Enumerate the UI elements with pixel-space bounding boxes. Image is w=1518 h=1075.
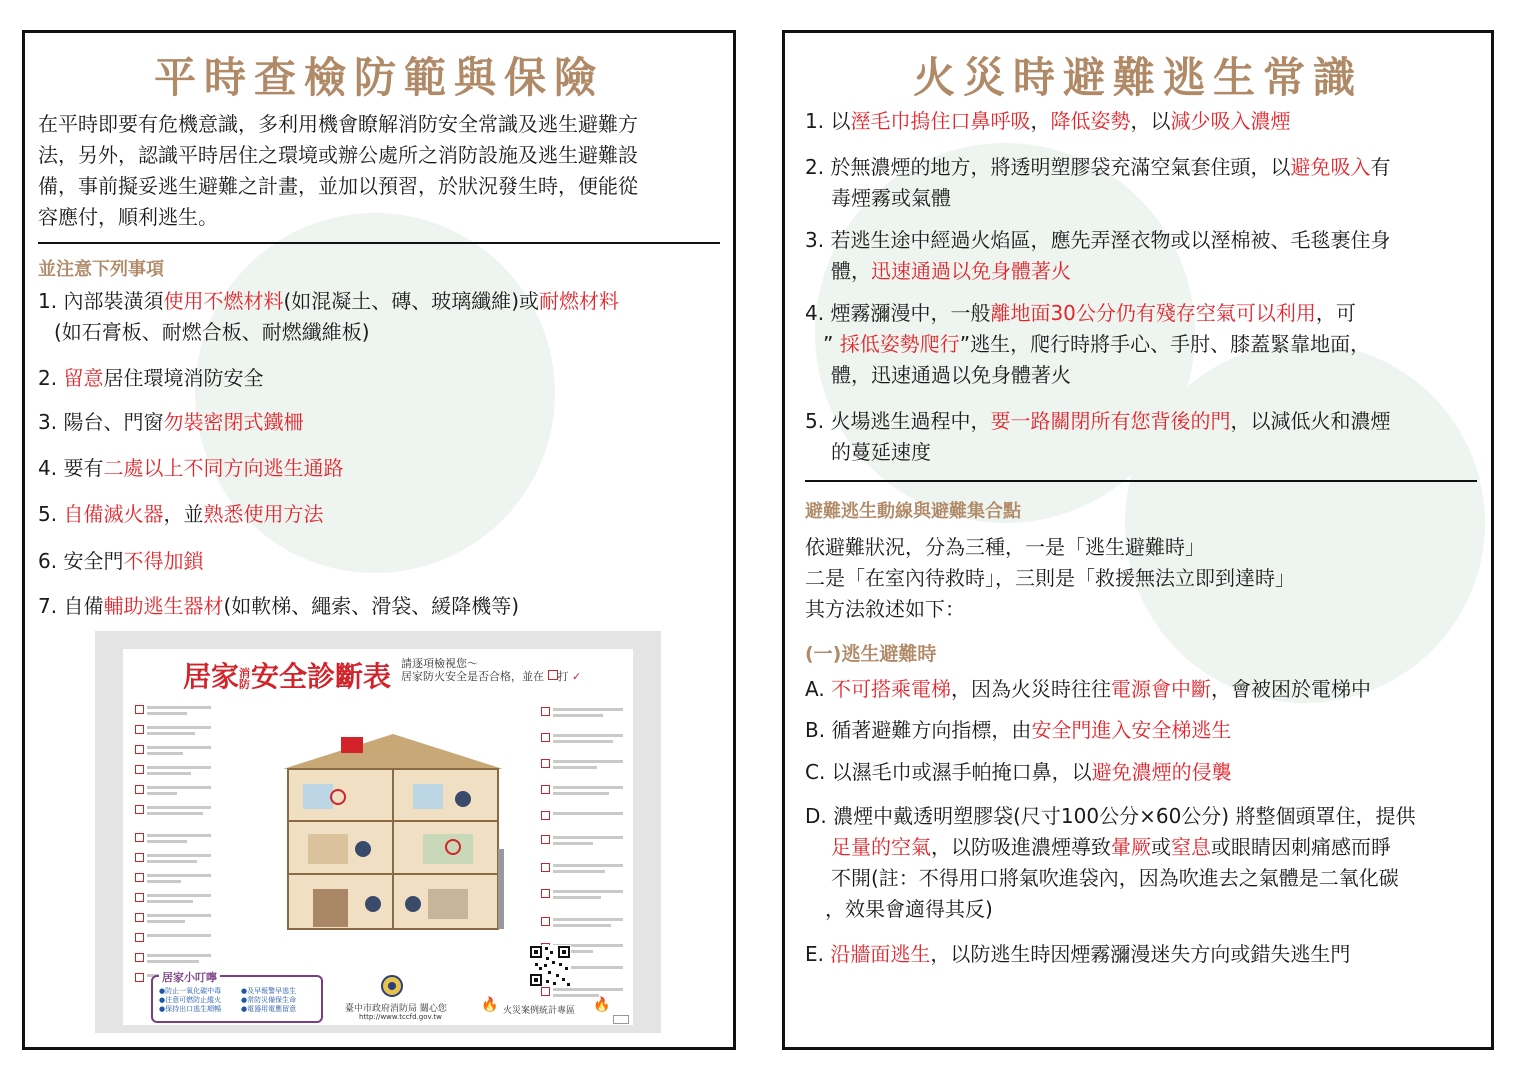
section-heading: 避難逃生動線與避難集合點 — [805, 501, 1021, 522]
list-item-3: 3. 陽台、門窗勿裝密閉式鐵柵 — [38, 410, 304, 434]
intro-line: 在平時即要有危機意識，多利用機會瞭解消防安全常識及逃生避難方 — [38, 112, 638, 136]
tips-title: 居家小叮嚀 — [159, 969, 220, 985]
flame-icon: 🔥 — [481, 997, 499, 1013]
list-item-6: 6. 安全門不得加鎖 — [38, 549, 204, 573]
divider — [38, 242, 720, 244]
list-item-1: 1. 內部裝潢須使用不燃材料(如混凝土、磚、玻璃纖維)或耐燃材料 (如石膏板、耐燃合板、耐燃纖維板) — [38, 289, 620, 344]
home-tips-box — [151, 971, 323, 1023]
watermark-emblem — [1125, 343, 1485, 703]
page-tag — [613, 1015, 629, 1024]
left-panel — [22, 30, 736, 1050]
evacuation-step-e: E. 沿牆面逃生，以防逃生時因煙霧瀰漫迷失方向或錯失逃生門 — [805, 942, 1351, 966]
intro-paragraph — [38, 109, 728, 233]
escape-tip-1: 1. 以溼毛巾摀住口鼻呼吸，降低姿勢，以減少吸入濃煙 — [805, 109, 1291, 133]
evacuation-step-a: A. 不可搭乘電梯，因為火災時往往電源會中斷，會被困於電梯中 — [805, 677, 1372, 701]
tips-col-1: ●防止一氧化碳中毒 ●注意可燃防止縱火 ●保持出口逃生順暢 — [159, 987, 222, 1013]
evacuation-subheading: (一)逃生避難時 — [805, 643, 937, 665]
qr-code-icon — [529, 945, 571, 987]
flame-icon: 🔥 — [593, 997, 611, 1013]
tips-col-2: ●及早報警早逃生 ●常防災備保生命 ●電器用電應留意 — [241, 987, 297, 1013]
escape-tip-2: 2. 於無濃煙的地方，將透明塑膠袋充滿空氣套住頭，以避免吸入有 毒煙霧或氣體 — [805, 155, 1391, 210]
right-panel-title: 火災時避難逃生常識 — [912, 53, 1363, 102]
house-illustration — [263, 729, 523, 934]
left-subheading: 並注意下列事項 — [38, 259, 164, 280]
list-item-4: 4. 要有二處以上不同方向逃生通路 — [38, 456, 344, 480]
evacuation-step-d: D. 濃煙中戴透明塑膠袋(尺寸100公分×60公分) 將整個頭罩住，提供 足量的空氣，以防吸進濃煙導致暈厥或窒息或眼睛因刺痛感而睜 不開(註：不得用口將氣吹進袋內，因為吹進去之氣體是二氧化碳 ，效果會適得其反) — [805, 804, 1416, 921]
poster-title: 居家消防安全診斷表 — [183, 660, 392, 693]
evacuation-intro: 依避難狀況，分為三種，一是「逃生避難時」 二是「在室內待救時」，三則是「救援無法立即到達時」 其方法敘述如下： — [805, 535, 1295, 621]
poster-url: http://www.tccfd.gov.tw — [359, 1013, 442, 1021]
evacuation-step-c: C. 以濕毛巾或濕手帕掩口鼻，以避免濃煙的侵襲 — [805, 760, 1232, 784]
poster-footer-right: 火災案例統計專區 — [503, 1006, 576, 1016]
fire-dept-emblem-icon — [381, 973, 403, 999]
intro-line: 備，事前擬妥逃生避難之計畫，並加以預習，於狀況發生時，便能從 — [38, 174, 638, 198]
intro-line: 容應付，順利逃生。 — [38, 205, 218, 229]
poster-instructions: 請逐項檢視您～ 居家防火安全是否合格，並在 打 ✓ — [401, 657, 582, 683]
list-item-5: 5. 自備滅火器，並熟悉使用方法 — [38, 502, 324, 526]
escape-tip-4: 4. 煙霧瀰漫中，一般離地面30公分仍有殘存空氣可以利用，可 ” 採低姿勢爬行”逃生，爬行時將手心、手肘、膝蓋緊靠地面， 體，迅速通過以免身體著火 — [805, 301, 1371, 387]
evacuation-step-b: B. 循著避難方向指標，由安全門進入安全梯逃生 — [805, 718, 1232, 742]
escape-tip-5: 5. 火場逃生過程中，要一路關閉所有您背後的門，以減低火和濃煙 的蔓延速度 — [805, 409, 1391, 464]
escape-tip-3: 3. 若逃生途中經過火焰區，應先弄溼衣物或以溼棉被、毛毯裹住身 體，迅速通過以免身體著火 — [805, 228, 1391, 283]
home-safety-checklist-poster — [95, 631, 661, 1033]
poster-agency: 臺中市政府消防局 關心您 — [345, 1004, 447, 1014]
right-panel — [782, 30, 1494, 1050]
list-item-2: 2. 留意居住環境消防安全 — [38, 366, 264, 390]
divider — [805, 480, 1477, 482]
list-item-7: 7. 自備輔助逃生器材(如軟梯、繩索、滑袋、緩降機等) — [38, 594, 520, 618]
intro-line: 法，另外，認識平時居住之環境或辦公處所之消防設施及逃生避難設 — [38, 143, 638, 167]
left-panel-title: 平時查檢防範與保險 — [153, 53, 604, 102]
